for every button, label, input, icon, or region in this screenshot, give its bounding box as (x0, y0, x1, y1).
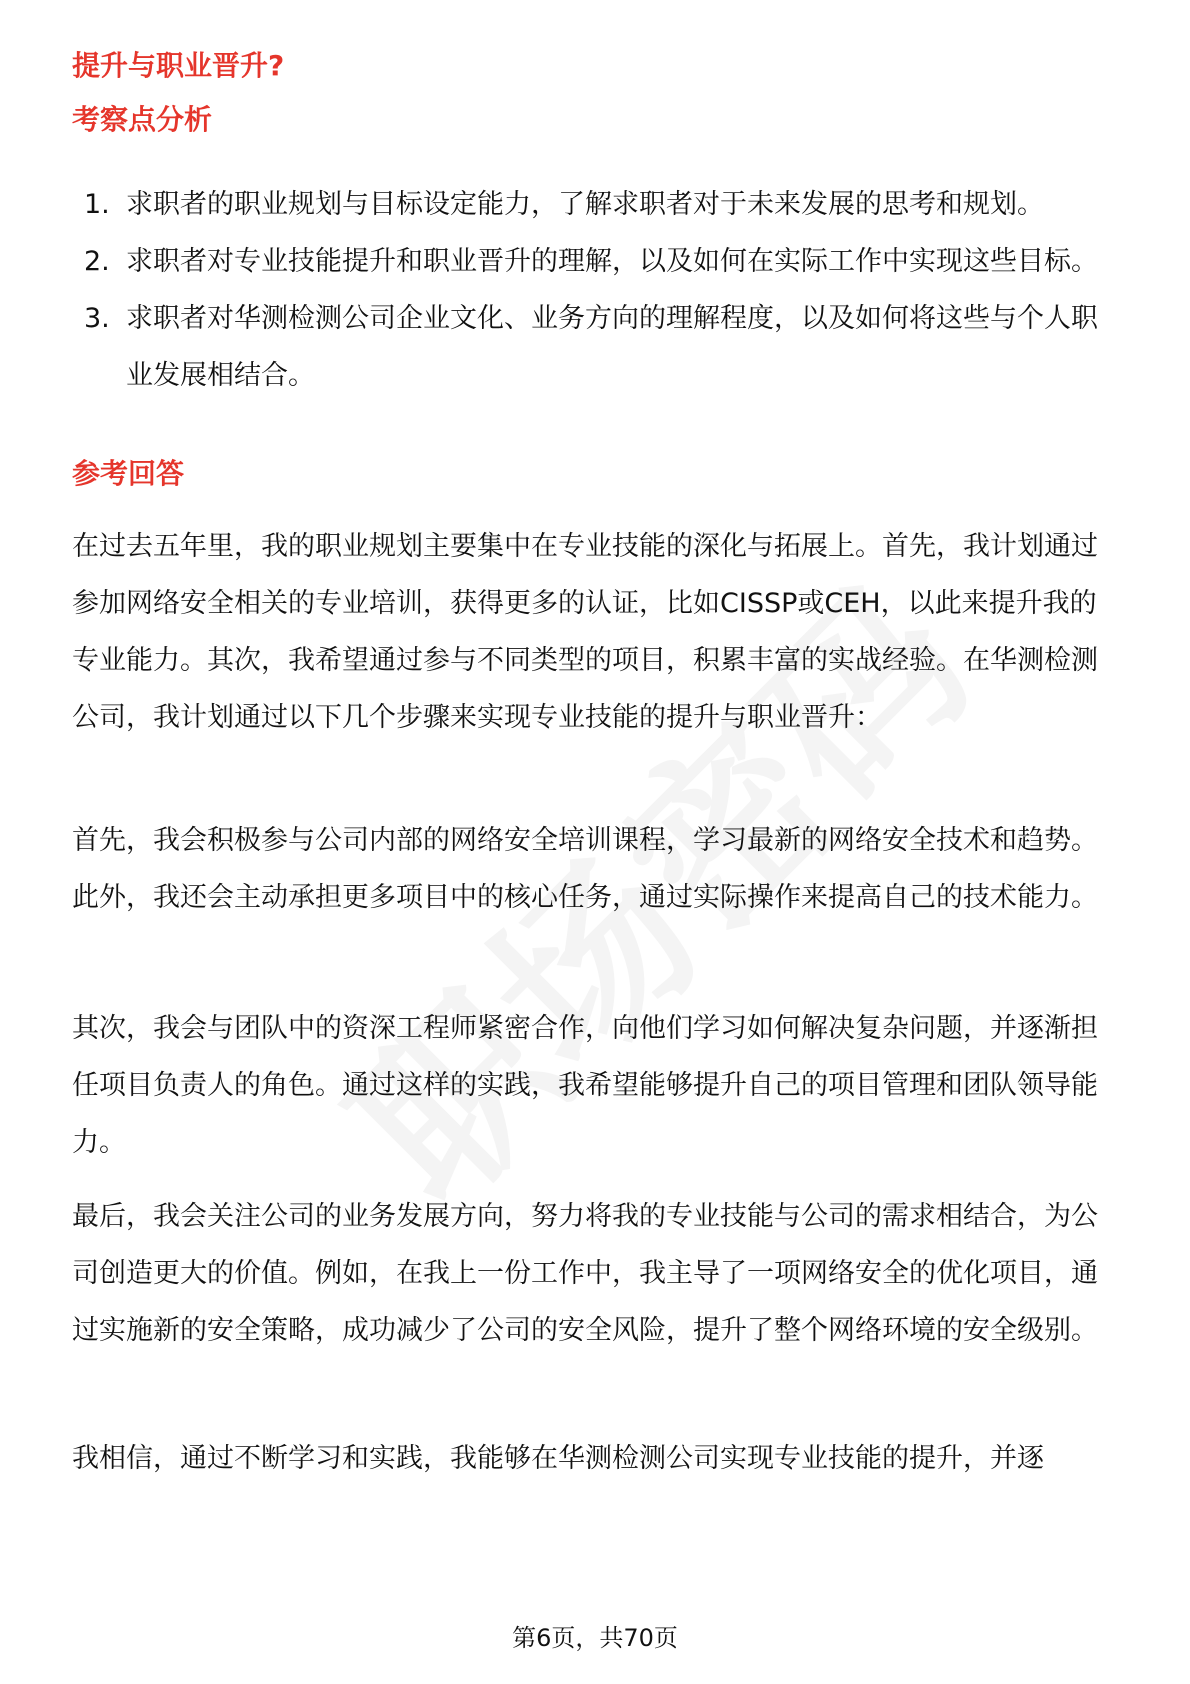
list-item (72, 290, 1118, 404)
answer-paragraph: 我相信，通过不断学习和实践，我能够在华测检测公司实现专业技能的提升，并逐 (72, 1443, 1044, 1474)
list-item (72, 233, 1118, 290)
list-number: 1. (84, 189, 110, 220)
list-item-text: 求职者的职业规划与目标设定能力，了解求职者对于未来发展的思考和规划。 (126, 189, 1044, 220)
answer-heading: 参考回答 (72, 457, 185, 490)
list-number: 2. (84, 246, 110, 277)
answer-paragraph: 最后，我会关注公司的业务发展方向，努力将我的专业技能与公司的需求相结合，为公司创造更大的价值。例如，在我上一份工作中，我主导了一项网络安全的优化项目，通过实施新的安全策略，成功减少了公司的安全风险，提升了整个网络环境的安全级别。 (72, 1201, 1098, 1346)
list-item-text: 求职者对华测检测公司企业文化、业务方向的理解程度，以及如何将这些与个人职业发展相结合。 (126, 303, 1098, 391)
list-item (72, 176, 1118, 233)
answer-paragraph: 首先，我会积极参与公司内部的网络安全培训课程，学习最新的网络安全技术和趋势。此外，我还会主动承担更多项目中的核心任务，通过实际操作来提高自己的技术能力。 (72, 825, 1098, 913)
list-item-text: 求职者对专业技能提升和职业晋升的理解，以及如何在实际工作中实现这些目标。 (126, 246, 1098, 277)
analysis-list (72, 176, 1118, 404)
page-footer: 第6页，共70页 (512, 1624, 678, 1652)
answer-paragraph: 在过去五年里，我的职业规划主要集中在专业技能的深化与拓展上。首先，我计划通过参加网络安全相关的专业培训，获得更多的认证，比如CISSP或CEH，以此来提升我的专业能力。其次，我希望通过参与不同类型的项目，积累丰富的实战经验。在华测检测公司，我计划通过以下几个步骤来实现专业技能的提升与职业晋升： (72, 531, 1098, 733)
analysis-heading: 考察点分析 (72, 103, 213, 136)
answer-paragraph: 其次，我会与团队中的资深工程师紧密合作，向他们学习如何解决复杂问题，并逐渐担任项目负责人的角色。通过这样的实践，我希望能够提升自己的项目管理和团队领导能力。 (72, 1013, 1098, 1158)
list-number: 3. (84, 303, 110, 334)
question-heading-continued: 提升与职业晋升? (72, 49, 285, 82)
